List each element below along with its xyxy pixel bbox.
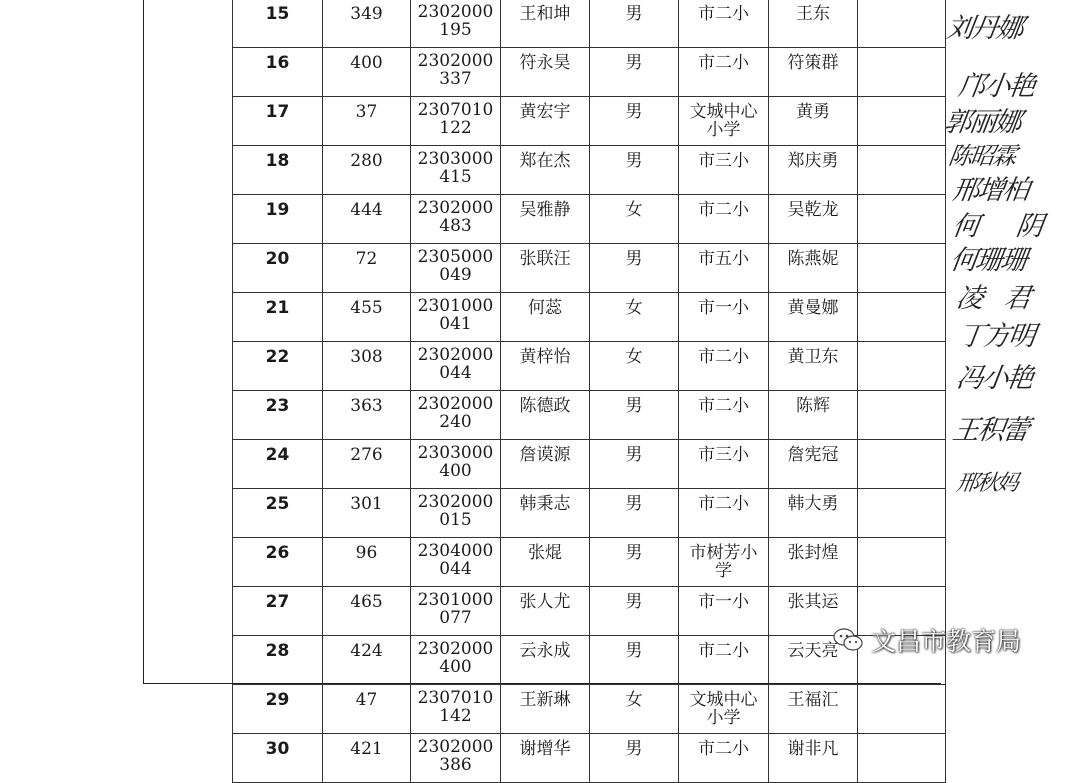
row-number [233,97,323,146]
exam-id-cell-text: 2302000400 [417,639,494,677]
student-name-cell-text: 郑在杰 [519,151,571,171]
guardian-name-cell-text: 陈燕妮 [787,249,839,269]
student-name-cell-text: 何蕊 [528,298,562,318]
gender-cell [590,734,679,783]
school-cell [679,293,769,342]
score-cell-text: 455 [350,298,383,318]
signature-cell [858,391,946,440]
guardian-name-cell [769,48,858,97]
exam-id-cell-text: 2301000041 [417,296,494,334]
school-cell [679,391,769,440]
guardian-name-cell [769,734,858,783]
exam-id-cell [411,293,501,342]
row-number [233,48,323,97]
score-cell-text: 400 [350,53,383,73]
score-cell-text: 444 [350,200,383,220]
guardian-name-cell-text: 黄曼娜 [787,298,839,318]
gender-cell-text: 男 [625,102,643,122]
score-cell-text: 280 [350,151,383,171]
signature: 刘丹娜 [944,13,1024,44]
watermark [833,622,1021,658]
score-cell [323,293,411,342]
gender-cell-text: 男 [625,641,643,661]
score-cell [323,734,411,783]
gender-cell-text: 男 [625,592,643,612]
row-number-text: 20 [265,249,290,269]
row-number-text: 17 [265,102,290,122]
guardian-name-cell-text: 陈辉 [796,396,830,416]
student-name-cell [501,685,590,734]
table-row [233,97,946,146]
exam-id-cell [411,0,501,48]
student-name-cell [501,146,590,195]
student-name-cell-text: 詹谟源 [519,445,571,465]
row-number [233,734,323,783]
gender-cell-text: 男 [625,739,643,759]
guardian-name-cell-text: 韩大勇 [787,494,839,514]
signature: 冯小艳 [954,363,1034,394]
row-number-text: 21 [265,298,290,318]
row-number [233,342,323,391]
gender-cell [590,244,679,293]
signature: 王积蕾 [950,415,1030,446]
signature-cell [858,685,946,734]
table-row [233,146,946,195]
student-name-cell [501,734,590,783]
signature-cell [858,440,946,489]
guardian-name-cell [769,293,858,342]
student-name-cell-text: 符永昊 [519,53,571,73]
gender-cell-text: 男 [625,445,643,465]
gender-cell-text: 男 [625,396,643,416]
signature: 邝小艳 [956,71,1036,102]
school-cell [679,538,769,587]
school-cell [679,489,769,538]
table-row [233,48,946,97]
guardian-name-cell-text: 黄卫东 [787,347,839,367]
guardian-name-cell-text: 谢非凡 [787,739,839,759]
row-number [233,489,323,538]
student-name-cell [501,342,590,391]
row-number [233,440,323,489]
exam-id-cell-text: 2305000049 [417,247,494,285]
school-cell-text: 市二小 [698,494,749,514]
student-name-cell [501,195,590,244]
school-cell-text: 文城中心小学 [689,690,758,728]
exam-id-cell [411,195,501,244]
row-number-text: 16 [265,53,290,73]
signature-cell [858,48,946,97]
guardian-name-cell-text: 黄勇 [796,102,830,122]
score-cell [323,195,411,244]
gender-cell-text: 男 [625,494,643,514]
signature: 陈昭霖 [946,142,1017,170]
score-cell [323,685,411,734]
score-cell [323,538,411,587]
exam-id-cell-text: 2303000415 [417,149,494,187]
guardian-name-cell [769,244,858,293]
row-number [233,195,323,244]
guardian-name-cell [769,146,858,195]
table-row [233,195,946,244]
school-cell [679,195,769,244]
school-cell-text: 市树芳小学 [689,543,758,581]
row-number [233,587,323,636]
school-cell-text: 市三小 [698,151,749,171]
school-cell [679,636,769,685]
table-row [233,538,946,587]
school-cell-text: 市三小 [698,445,749,465]
score-cell-text: 349 [350,4,383,24]
guardian-name-cell [769,97,858,146]
row-number-text: 19 [265,200,290,220]
score-cell-text: 421 [350,739,383,759]
student-name-cell-text: 黄宏宇 [519,102,571,122]
roster-body [233,0,946,783]
score-cell-text: 363 [350,396,383,416]
gender-cell [590,97,679,146]
student-name-cell [501,0,590,48]
school-cell [679,48,769,97]
score-cell [323,489,411,538]
row-number-text: 15 [265,4,290,24]
exam-id-cell-text: 2302000044 [417,345,494,383]
score-cell-text: 96 [355,543,378,563]
gender-cell-text: 女 [625,347,643,367]
exam-id-cell-text: 2302000386 [417,737,494,775]
row-number-text: 27 [265,592,290,612]
table-row [233,734,946,783]
exam-id-cell [411,636,501,685]
exam-id-cell-text: 2302000195 [417,2,494,40]
table-row [233,244,946,293]
exam-id-cell [411,440,501,489]
exam-id-cell-text: 2302000015 [417,492,494,530]
gender-cell-text: 男 [625,249,643,269]
signature: 何 阴 [950,211,1060,242]
school-cell-text: 市二小 [698,739,749,759]
gender-cell [590,0,679,48]
page-border-left [143,0,144,683]
signature-cell [858,0,946,48]
score-cell-text: 301 [350,494,383,514]
signature-cell [858,195,946,244]
guardian-name-cell [769,440,858,489]
student-name-cell-text: 韩秉志 [519,494,571,514]
gender-cell [590,489,679,538]
row-number-text: 29 [265,690,290,710]
guardian-name-cell [769,685,858,734]
exam-id-cell [411,342,501,391]
gender-cell-text: 男 [625,4,643,24]
guardian-name-cell-text: 符策群 [787,53,839,73]
exam-id-cell-text: 2304000044 [417,541,494,579]
gender-cell [590,48,679,97]
score-cell [323,0,411,48]
score-cell-text: 47 [355,690,378,710]
signature-cell [858,538,946,587]
gender-cell-text: 男 [625,151,643,171]
signature-cell [858,489,946,538]
gender-cell [590,587,679,636]
student-name-cell [501,48,590,97]
student-name-cell [501,293,590,342]
exam-id-cell-text: 2301000077 [417,590,494,628]
student-name-cell [501,636,590,685]
exam-id-cell [411,685,501,734]
table-row [233,293,946,342]
score-cell [323,587,411,636]
row-number [233,538,323,587]
school-cell-text: 市五小 [698,249,749,269]
school-cell [679,342,769,391]
guardian-name-cell-text: 张封煌 [787,543,839,563]
student-name-cell-text: 张人尤 [519,592,571,612]
row-number-text: 23 [265,396,290,416]
row-number [233,0,323,48]
student-name-cell [501,587,590,636]
row-number [233,685,323,734]
signature: 凌 君 [954,283,1040,314]
gender-cell-text: 女 [625,298,643,318]
exam-id-cell-text: 2302000337 [417,51,494,89]
school-cell [679,734,769,783]
gender-cell-text: 男 [625,53,643,73]
gender-cell [590,146,679,195]
exam-id-cell [411,244,501,293]
student-name-cell-text: 张焜 [528,543,562,563]
row-number-text: 22 [265,347,290,367]
student-name-cell [501,244,590,293]
table-row [233,0,946,48]
school-cell [679,587,769,636]
guardian-name-cell-text: 詹宪冠 [787,445,839,465]
signature-cell [858,293,946,342]
school-cell [679,440,769,489]
school-cell-text: 市二小 [698,396,749,416]
wechat-icon [833,627,863,653]
score-cell [323,342,411,391]
exam-id-cell [411,538,501,587]
guardian-name-cell-text: 王福汇 [787,690,839,710]
school-cell [679,146,769,195]
student-name-cell-text: 谢增华 [519,739,571,759]
row-number-text: 18 [265,151,290,171]
row-number [233,244,323,293]
gender-cell-text: 女 [625,690,643,710]
gender-cell-text: 女 [625,200,643,220]
signature: 邢增柏 [950,175,1030,206]
score-cell [323,97,411,146]
gender-cell [590,293,679,342]
signature: 丁方明 [956,321,1036,352]
gender-cell [590,391,679,440]
student-name-cell-text: 黄梓怡 [519,347,571,367]
signature: 郭丽娜 [942,107,1022,138]
score-cell [323,146,411,195]
exam-id-cell [411,734,501,783]
score-cell [323,244,411,293]
exam-id-cell [411,146,501,195]
exam-id-cell-text: 2303000400 [417,443,494,481]
student-name-cell-text: 吴雅静 [519,200,571,220]
score-cell-text: 37 [355,102,378,122]
school-cell-text: 市二小 [698,200,749,220]
table-row [233,391,946,440]
school-cell [679,244,769,293]
signature-cell [858,244,946,293]
guardian-name-cell [769,342,858,391]
student-name-cell-text: 张联汪 [519,249,571,269]
score-cell-text: 424 [350,641,383,661]
score-cell-text: 308 [350,347,383,367]
signature-column [942,0,1080,689]
signature-cell [858,342,946,391]
score-cell [323,440,411,489]
score-cell [323,636,411,685]
student-name-cell [501,538,590,587]
student-name-cell-text: 王新琳 [519,690,571,710]
score-cell [323,48,411,97]
watermark-text: 文昌市教育局 [871,627,1022,656]
student-name-cell-text: 王和坤 [519,4,571,24]
school-cell-text: 市一小 [698,592,749,612]
exam-id-cell-text: 2302000240 [417,394,494,432]
score-cell [323,391,411,440]
guardian-name-cell-text: 郑庆勇 [787,151,839,171]
student-name-cell [501,97,590,146]
row-number [233,146,323,195]
student-roster-table [232,0,946,783]
score-cell-text: 276 [350,445,383,465]
student-name-cell [501,391,590,440]
row-number-text: 30 [265,739,290,759]
guardian-name-cell [769,489,858,538]
row-number [233,293,323,342]
gender-cell [590,195,679,244]
student-name-cell-text: 陈德政 [519,396,571,416]
guardian-name-cell [769,538,858,587]
school-cell-text: 市二小 [698,53,749,73]
school-cell [679,0,769,48]
guardian-name-cell-text: 云天亮 [787,641,839,661]
score-cell-text: 465 [350,592,383,612]
exam-id-cell [411,391,501,440]
school-cell [679,685,769,734]
table-row [233,489,946,538]
school-cell [679,97,769,146]
school-cell-text: 市一小 [698,298,749,318]
row-number-text: 24 [265,445,290,465]
exam-id-cell [411,97,501,146]
student-name-cell [501,440,590,489]
exam-id-cell-text: 2307010142 [417,688,494,726]
table-row [233,440,946,489]
signature: 邢秋妈 [954,471,1019,496]
exam-id-cell [411,587,501,636]
guardian-name-cell [769,391,858,440]
signature-cell [858,734,946,783]
exam-id-cell [411,48,501,97]
school-cell-text: 文城中心小学 [689,102,758,140]
table-row [233,342,946,391]
exam-id-cell-text: 2307010122 [417,100,494,138]
student-name-cell [501,489,590,538]
row-number-text: 26 [265,543,290,563]
row-number-text: 28 [265,641,290,661]
school-cell-text: 市二小 [698,4,749,24]
gender-cell [590,636,679,685]
gender-cell [590,538,679,587]
exam-id-cell [411,489,501,538]
gender-cell-text: 男 [625,543,643,563]
row-number-text: 25 [265,494,290,514]
student-name-cell-text: 云永成 [519,641,571,661]
guardian-name-cell [769,195,858,244]
row-number [233,636,323,685]
school-cell-text: 市二小 [698,347,749,367]
school-cell-text: 市二小 [698,641,749,661]
signature-cell [858,97,946,146]
table-row [233,685,946,734]
gender-cell [590,440,679,489]
guardian-name-cell-text: 吴乾龙 [787,200,839,220]
gender-cell [590,342,679,391]
guardian-name-cell-text: 王东 [796,4,830,24]
signature: 何珊珊 [948,245,1028,276]
exam-id-cell-text: 2302000483 [417,198,494,236]
row-number [233,391,323,440]
guardian-name-cell-text: 张其运 [787,592,839,612]
gender-cell [590,685,679,734]
guardian-name-cell [769,0,858,48]
score-cell-text: 72 [355,249,378,269]
signature-cell [858,146,946,195]
